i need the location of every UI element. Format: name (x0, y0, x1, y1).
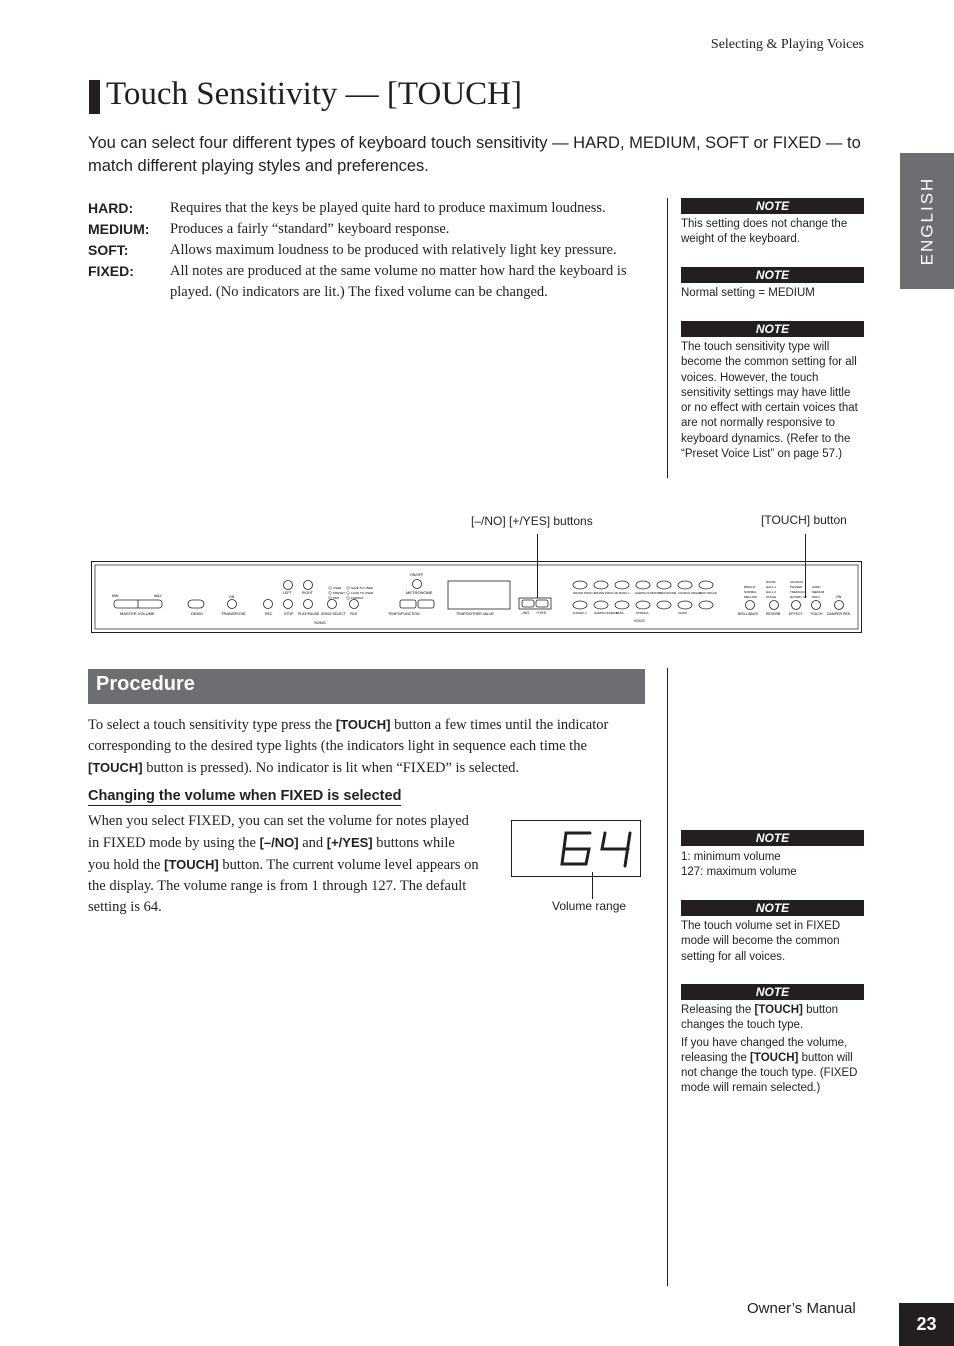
play-pause-button (304, 600, 313, 609)
damper-on-label: ON (836, 595, 842, 599)
svg-text:STAGE: STAGE (766, 595, 776, 599)
definition-term: MEDIUM: (88, 221, 150, 237)
transpose-button (228, 600, 237, 609)
panel-drawing (92, 562, 861, 632)
yes-label: +/YES (536, 611, 547, 615)
svg-text:TREMOLO: TREMOLO (790, 590, 805, 594)
file-label: FILE (350, 612, 358, 616)
svg-text:SOFT: SOFT (812, 595, 820, 599)
tempo-other-value-label: TEMPO/OTHER VALUE (456, 612, 494, 616)
demo-label: DEMO (191, 611, 203, 616)
no-label: –/NO (521, 611, 530, 615)
file-indicator-labels (329, 586, 374, 600)
definition-desc: Requires that the keys be played quite hard to produce maximum loudness. (170, 200, 606, 216)
svg-text:NORMAL: NORMAL (744, 590, 757, 594)
svg-text:GRAND PIANO 1: GRAND PIANO 1 (573, 591, 595, 595)
definition-desc: Allows maximum loudness to be produced with relatively light key pressure. (170, 242, 617, 258)
damper-res-label: DAMPER RES. (827, 612, 852, 616)
svg-text:PHASER: PHASER (790, 585, 803, 589)
led-display (448, 581, 510, 609)
svg-text:USER: USER (333, 586, 342, 590)
play-pause-label: PLAY/PAUSE (298, 612, 320, 616)
max-label: MAX (154, 594, 162, 598)
rec-label: REC (265, 612, 273, 616)
definition-soft (88, 240, 648, 261)
language-tab-label: ENGLISH (917, 176, 937, 266)
note-header: NOTE (681, 198, 864, 214)
voice-buttons (573, 581, 713, 609)
svg-text:FORMAT: FORMAT (351, 596, 364, 600)
seven-segment-value (512, 821, 640, 876)
sidebar-rule (667, 668, 668, 1286)
effect-label: EFFECT (789, 612, 803, 616)
master-volume-label: MASTER VOLUME (120, 611, 155, 616)
metronome-on-off-button (413, 580, 422, 589)
svg-text:E.PIANO 1: E.PIANO 1 (616, 591, 630, 595)
definition-desc: Produces a fairly “standard” keyboard response. (170, 221, 450, 237)
note-text: 1: minimum volume 127: maximum volume (681, 851, 797, 879)
voice-label: VOICE (634, 619, 645, 623)
callout-buttons-label: [–/NO] [+/YES] buttons (471, 514, 593, 528)
min-label: MIN (112, 594, 119, 598)
transpose-label: TRANSPOSE (221, 611, 246, 616)
svg-text:BRIGHT: BRIGHT (744, 585, 756, 589)
running-header: Selecting & Playing Voices (710, 37, 864, 52)
definition-term: SOFT: (88, 242, 129, 258)
tempo-function-label: TEMPO/FUNCTION (388, 612, 420, 616)
on-off-label: ON/OFF (410, 573, 424, 577)
definition-term: FIXED: (88, 263, 134, 279)
note-text: This setting does not change the weight of the keyboard. (681, 218, 848, 246)
display-callout-line (592, 872, 593, 899)
metronome-label: METRONOME (406, 590, 433, 595)
svg-text:STRINGS: STRINGS (636, 611, 649, 615)
note-text: The touch sensitivity type will become the common setting for all voices. However, the touch sensitivity settings may have little or no effect with certain voices that are not normally responsive to keyboard dynamics. (Refer to the “Preset Voice List” on page 57.) (681, 341, 858, 461)
page-number: 23 (899, 1303, 954, 1346)
right-label: RIGHT (302, 591, 313, 595)
reverb-button (770, 601, 779, 610)
touch-button (812, 601, 821, 610)
svg-text:PRESET: PRESET (333, 591, 346, 595)
svg-text:ROTARY SP: ROTARY SP (790, 595, 808, 599)
procedure-paragraph: To select a touch sensitivity type press the [TOUCH] button a few times until the indicator corresponding to the desired type lights (the indicators light in sequence each time the [TOUCH] button is pressed). No indicator is lit when “FIXED” is selected. (88, 717, 609, 776)
svg-text:CHORUS: CHORUS (790, 580, 804, 584)
left-label: LEFT (283, 591, 292, 595)
song-label: SONG (314, 620, 326, 625)
touch-label: TOUCH (810, 612, 823, 616)
svg-text:LOAD TO USER: LOAD TO USER (351, 591, 374, 595)
svg-text:HALL 1: HALL 1 (766, 585, 776, 589)
svg-text:CHURCH ORGAN: CHURCH ORGAN (678, 591, 702, 595)
reverb-label: REVERB (766, 612, 781, 616)
left-button (284, 581, 293, 590)
stop-label: STOP (284, 612, 294, 616)
note-header: NOTE (681, 984, 864, 1000)
definition-term: HARD: (88, 200, 134, 216)
metronome-plus (418, 600, 434, 608)
demo-button (188, 600, 204, 608)
svg-text:GRAND PIANO 2: GRAND PIANO 2 (594, 591, 616, 595)
file-button (350, 600, 359, 609)
fixed-volume-paragraph: When you select FIXED, you can set the volume for notes played in FIXED mode by using the [–/NO] and [+/YES] buttons while you hold the [TOUCH] button. The current volume level appears on the display. The volume range is from 1 through 127. The default setting is 64. (88, 813, 479, 915)
sidebar-rule (667, 198, 668, 478)
control-panel-illustration (91, 561, 862, 633)
svg-text:ROOM: ROOM (766, 580, 776, 584)
svg-text:MIDI: MIDI (333, 596, 340, 600)
stop-button (284, 600, 293, 609)
yes-button (536, 600, 548, 607)
metronome-minus (400, 600, 416, 608)
svg-text:HARPSI-CHORD 1: HARPSI-CHORD 1 (635, 591, 659, 595)
note-header: NOTE (681, 830, 864, 846)
note-text: Releasing the [TOUCH] button changes the touch type. If you have changed the volume, releasing the [TOUCH] button will not change the touch type. (FIXED mode will remain selected.) (681, 1004, 858, 1095)
song-select-button (328, 600, 337, 609)
svg-text:MELLOW: MELLOW (744, 595, 758, 599)
svg-text:HARPSI-CHORD 2: HARPSI-CHORD 2 (594, 611, 618, 615)
svg-text:HARD: HARD (812, 585, 821, 589)
callout-touch-label: [TOUCH] button (761, 513, 847, 527)
brilliance-button (746, 601, 755, 610)
indicator-labels (744, 580, 825, 599)
effect-button (792, 601, 801, 610)
note-header: NOTE (681, 321, 864, 337)
brilliance-label: BRILLIANCE (738, 612, 759, 616)
footer-manual: Owner’s Manual (747, 1300, 856, 1317)
svg-text:CHOIR: CHOIR (678, 611, 688, 615)
definition-list (88, 198, 648, 303)
note-header: NOTE (681, 900, 864, 916)
note-header: NOTE (681, 267, 864, 283)
definition-fixed (88, 261, 648, 303)
svg-text:MEDIUM: MEDIUM (812, 590, 825, 594)
definition-medium (88, 219, 648, 240)
fixed-volume-heading: Changing the volume when FIXED is selected (88, 788, 402, 804)
svg-text:HALL 2: HALL 2 (766, 590, 776, 594)
volume-display (511, 820, 641, 877)
damper-res-button (835, 601, 844, 610)
svg-text:VIBRA-PHONE: VIBRA-PHONE (657, 591, 677, 595)
transpose-on-label: ON (229, 595, 235, 599)
display-caption: Volume range (552, 899, 627, 913)
svg-text:E.PIANO 2: E.PIANO 2 (573, 611, 587, 615)
title-marker (89, 80, 100, 114)
definition-desc: All notes are produced at the same volume no matter how hard the keyboard is played. (No indicators are lit.) The fixed volume can be changed. (170, 263, 627, 300)
note-text: The touch volume set in FIXED mode will become the common setting for all voices. (681, 920, 841, 963)
no-button (522, 600, 534, 607)
rec-button (264, 600, 273, 609)
intro-paragraph: You can select four different types of keyboard touch sensitivity — HARD, MEDIUM, SOFT or FIXED — to match different playing styles and preferences. (88, 134, 861, 175)
svg-text:JAZZ ORGAN: JAZZ ORGAN (699, 591, 717, 595)
page-title: Touch Sensitivity — [TOUCH] (106, 76, 522, 112)
note-text: Normal setting = MEDIUM (681, 287, 815, 299)
svg-text:SAVE TO USER: SAVE TO USER (351, 586, 373, 590)
procedure-heading: Procedure (96, 673, 195, 695)
song-select-label: SONG SELECT (321, 612, 346, 616)
definition-hard (88, 198, 648, 219)
right-button (304, 581, 313, 590)
svg-text:BASS: BASS (616, 611, 624, 615)
